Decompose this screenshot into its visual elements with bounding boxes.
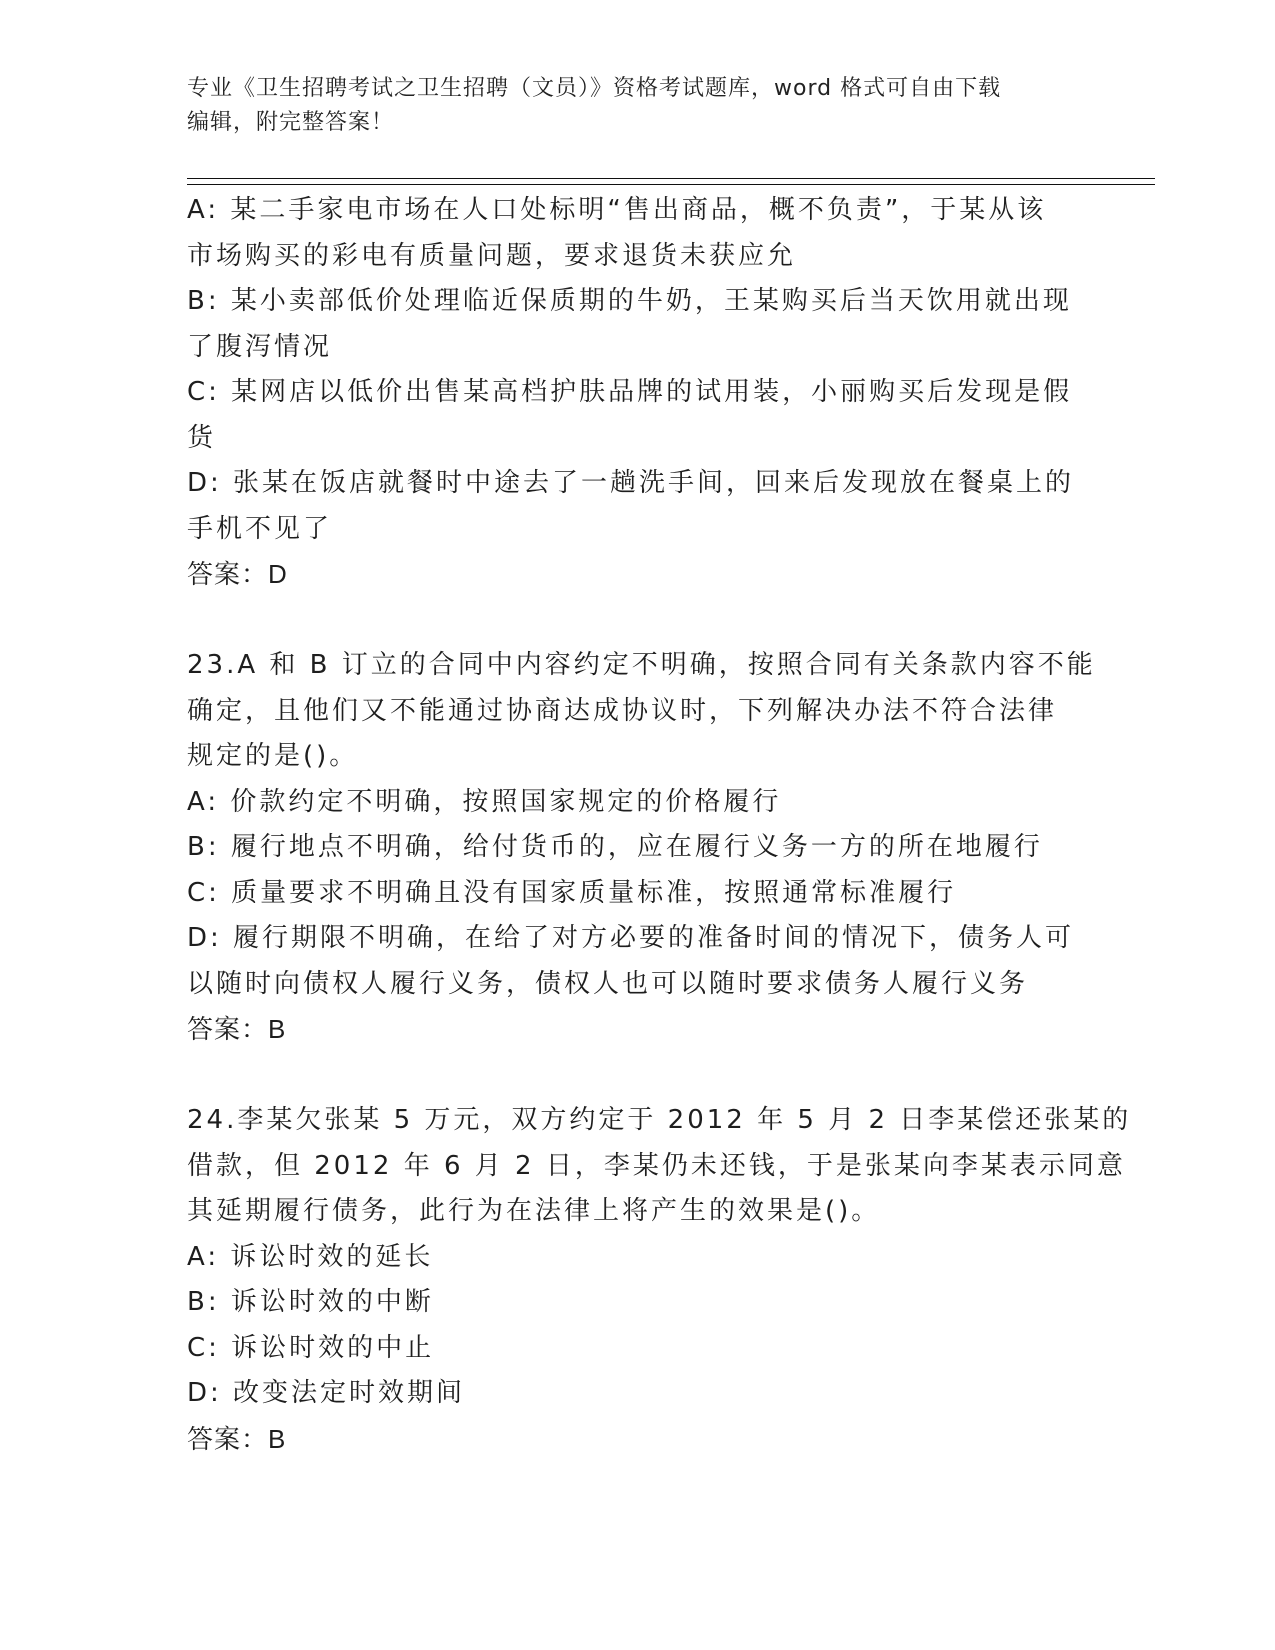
question-22-options (187, 188, 1077, 598)
header-divider-bottom (187, 184, 1155, 185)
answer-label: 答案：D (187, 559, 288, 589)
question-stem-line-1: 23.A 和 B 订立的合同中内容约定不明确，按照合同有关条款内容不能 (187, 650, 1096, 680)
option-a-line-1: A: 某二手家电市场在人口处标明“售出商品，概不负责”，于某从该 (187, 195, 1047, 225)
question-stem-line-1: 24.李某欠张某 5 万元，双方约定于 2012 年 5 月 2 日李某偿还张某的 (187, 1105, 1132, 1135)
option-a: A: 诉讼时效的延长 (187, 1241, 434, 1272)
option-c-line-1: C: 某网店以低价出售某高档护肤品牌的试用装，小丽购买后发现是假 (187, 377, 1073, 407)
option-d-line-2: 手机不见了 (187, 513, 333, 544)
question-stem-line-3: 其延期履行债务，此行为在法律上将产生的效果是()。 (187, 1196, 881, 1226)
option-c-line-2: 货 (187, 422, 217, 453)
option-d-line-2: 以随时向债权人履行义务，债权人也可以随时要求债务人履行义务 (187, 968, 1029, 999)
question-24 (187, 1098, 1132, 1462)
option-b-line-2: 了腹泻情况 (187, 331, 333, 362)
option-a: A: 价款约定不明确，按照国家规定的价格履行 (187, 786, 782, 817)
header-line-1: 专业《卫生招聘考试之卫生招聘（文员）》资格考试题库，word 格式可自由下载 (187, 76, 1002, 101)
question-23 (187, 643, 1096, 1053)
option-b: B: 诉讼时效的中断 (187, 1287, 434, 1317)
header-line-2: 编辑，附完整答案！ (187, 110, 395, 135)
option-b-line-1: B: 某小卖部低价处理临近保质期的牛奶，王某购买后当天饮用就出现 (187, 286, 1072, 316)
answer-label: 答案：B (187, 1423, 287, 1454)
answer-label: 答案：B (187, 1014, 287, 1044)
option-d: D: 改变法定时效期间 (187, 1378, 466, 1408)
document-header (187, 72, 1077, 140)
header-divider-top (187, 178, 1155, 179)
option-b: B: 履行地点不明确，给付货币的，应在履行义务一方的所在地履行 (187, 832, 1043, 862)
option-a-line-2: 市场购买的彩电有质量问题，要求退货未获应允 (187, 240, 797, 271)
question-list (187, 188, 1132, 1462)
question-stem-line-2: 确定，且他们又不能通过协商达成协议时，下列解决办法不符合法律 (187, 695, 1058, 726)
spacer (187, 598, 1077, 644)
question-stem-line-3: 规定的是()。 (187, 741, 359, 771)
option-d-line-1: D: 张某在饭店就餐时中途去了一趟洗手间，回来后发现放在餐桌上的 (187, 468, 1075, 498)
option-c: C: 质量要求不明确且没有国家质量标准，按照通常标准履行 (187, 877, 957, 908)
spacer (187, 1053, 1077, 1099)
option-d-line-1: D: 履行期限不明确，在给了对方必要的准备时间的情况下，债务人可 (187, 923, 1075, 953)
question-stem-line-2: 借款，但 2012 年 6 月 2 日，李某仍未还钱，于是张某向李某表示同意 (187, 1150, 1126, 1181)
option-c: C: 诉讼时效的中止 (187, 1332, 435, 1363)
